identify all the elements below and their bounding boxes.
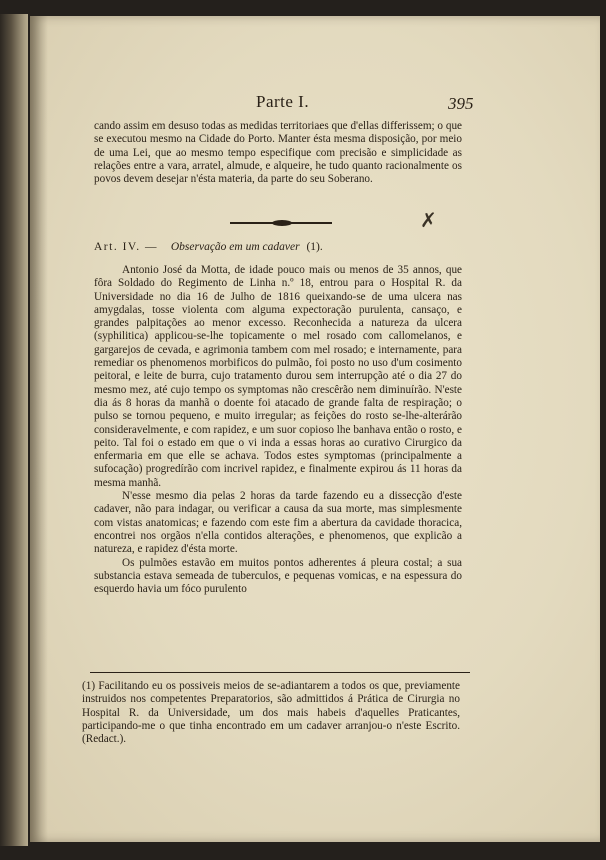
footnote-reference: (1). <box>306 241 323 253</box>
footnote-divider <box>90 672 470 673</box>
continuation-paragraph: cando assim em desuso todas as medidas territoriaes que d'ellas differissem; o que se executou mesmo na Cidade do Porto. Manter ésta mesma disposição, por meio de uma Lei, que ao mesmo tempo especifique com precisão e simplicidade as relações entre a vara, arratel, almude, e alqueire, he tudo quanto racionalmente os povos devem desejar n'ésta materia, da parte do seu Soberano. <box>94 120 462 186</box>
handwritten-mark: ✗ <box>420 208 437 232</box>
footnote: (1) Facilitando eu os possiveis meios de se-adiantarem a todos os que, previamente instruidos nos competentes Preparatorios, são admittidos á Prática de Cirurgia no Hospital R. da Universidade, um dos mais habeis d'aquelles Praticantes, participando-me o que tinha encontrado em um cadaver arranjou-o n'este Escrito. (Redact.). <box>82 680 460 746</box>
article-body <box>94 264 462 596</box>
facing-page-edge <box>0 14 28 846</box>
article-title: Observação em um cadaver <box>170 241 300 253</box>
page-header <box>0 92 606 116</box>
running-title: Parte I. <box>256 92 310 111</box>
section-divider <box>230 222 332 224</box>
article-paragraph: Antonio José da Motta, de idade pouco mais ou menos de 35 annos, que fôra Soldado do Regimento de Linha n.º 18, entrou para o Hospital R. da Universidade no dia 16 de Julho de 1816 queixando-se de uma ulcera nas amygdalas, tosse violenta com alguma expectoração purulenta, cansaço, e grandes palpitações ao menor excesso. Reconhecida a natureza da ulcera (syphilitica) applicou-se-lhe topicamente o mel rosado com callomelanos, e gargarejos de cevada, e agrimonia tambem com mel rosado; e internamente, para remediar os phenomenos morbificos do pulmão, foi posto no uso d'um cosimento peitoral, e leite de burra, cujo tratamento durou sem interrupção até o dia 27 do mesmo mez, até cujo tempo os symptomas não crescêrão nem diminuírão. N'este dia ás 8 horas da manhã o doente foi atacado de grande falta de respiração; o pulso se tornou pequeno, e muito irregular; as feições do rosto se-lhe-alterárão consideravelmente, e com rapidez, e um suor copioso lhe banhava então o rosto, e peito. Tal foi o estado em que o vi inda a essas horas ao curativo Cirurgico da enfermaria em que elle se achava. Todos estes symptomas (principalmente a sufocação) progredírão com incrivel rapidez, e finalmente expirou ás 11 horas da mesma manhã. <box>94 264 462 489</box>
article-heading <box>94 241 474 253</box>
article-paragraph: N'esse mesmo dia pelas 2 horas da tarde fazendo eu a dissecção d'este cadaver, não para indagar, ou verificar a causa da sua morte, mas simplesmente com vistas anatomicas; e fazendo com este fim a abertura da cavidade thoracica, encontrei nos orgãos n'ella contidos alterações, e phenomenos, que explicão a natureza, e rapidez d'ésta morte. <box>94 490 462 556</box>
page-number: 395 <box>448 94 474 113</box>
article-paragraph: Os pulmões estavão em muitos pontos adherentes á pleura costal; a sua substancia estava semeada de tuberculos, e pequenas vomicas, e na espessura do esquerdo havia um fóco purulento <box>94 556 462 596</box>
page-gutter-shadow <box>30 16 48 842</box>
article-label: Art. IV. — <box>94 241 158 253</box>
